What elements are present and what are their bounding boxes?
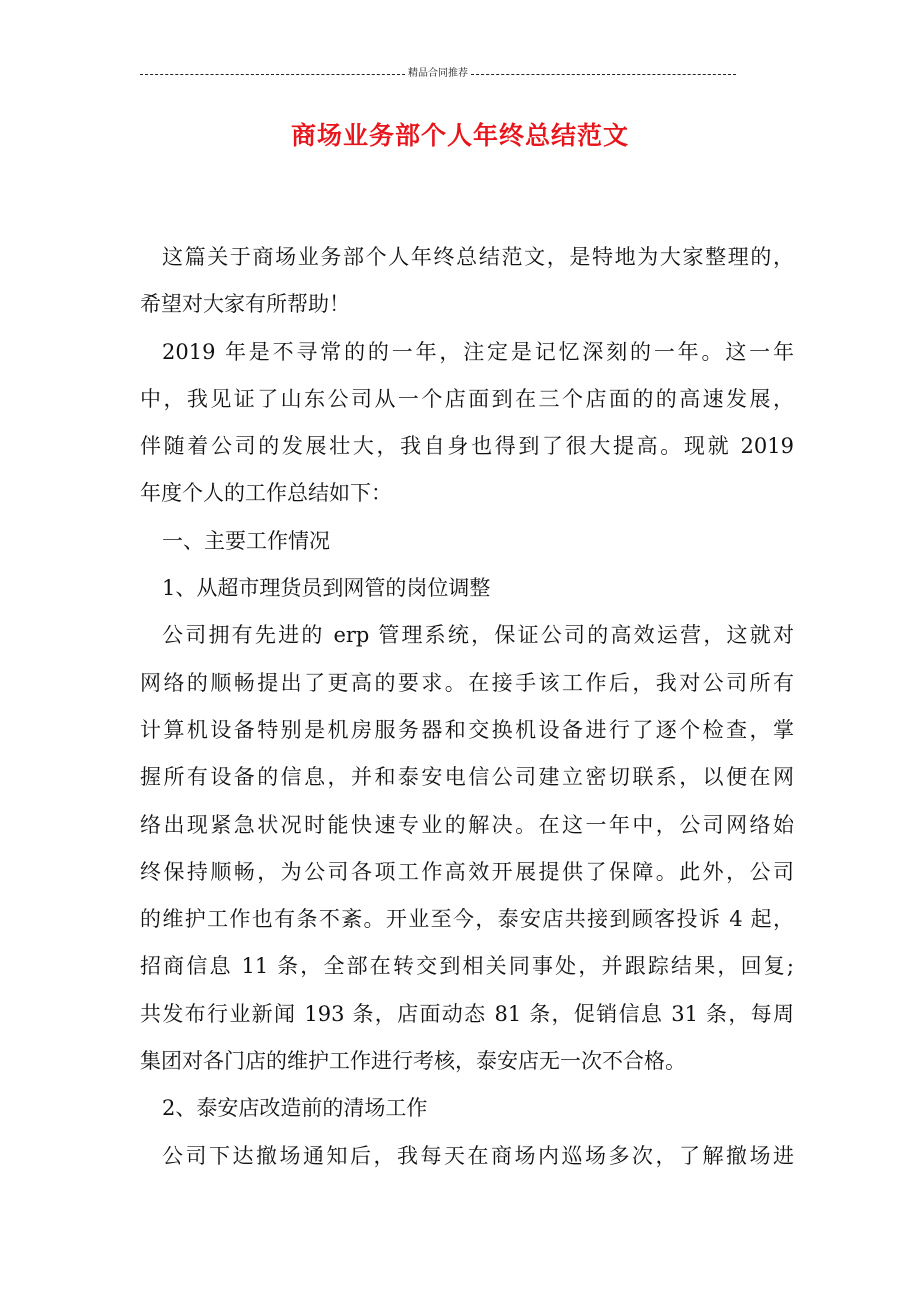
text-line: 集团对各门店的维护工作进行考核，泰安店无一次不合格。 [140,1049,686,1074]
text-line: 的维护工作也有条不紊。开业至今，泰安店共接到顾客投诉 4 起， [140,907,794,932]
text-line: 握所有设备的信息，并和泰安电信公司建立密切联系，以便在网 [140,765,794,790]
document-body [140,234,794,1180]
header-label: 精品合同推荐 [408,68,468,79]
text-line: 终保持顺畅，为公司各项工作高效开展提供了保障。此外，公司 [140,859,794,884]
text-line: 这篇关于商场业务部个人年终总结范文，是特地为大家整理的， [162,245,794,269]
header-dash-left [140,74,405,75]
text-line: 公司拥有先进的 erp 管理系统，保证公司的高效运营，这就对 [162,623,794,648]
text-line: 2019 年是不寻常的的一年，注定是记忆深刻的一年。这一年 [162,339,794,364]
text-line: 伴随着公司的发展壮大，我自身也得到了很大提高。现就 2019 [140,434,794,459]
text-line: 公司下达撤场通知后，我每天在商场内巡场多次，了解撤场进 [162,1143,794,1168]
text-line: 络出现紧急状况时能快速专业的解决。在这一年中，公司网络始 [140,812,794,837]
text-line: 网络的顺畅提出了更高的要求。在接手该工作后，我对公司所有 [140,670,794,695]
text-line: 共发布行业新闻 193 条，店面动态 81 条，促销信息 31 条，每周 [140,1001,794,1026]
text-line: 1、从超市理货员到网管的岗位调整 [162,576,491,601]
text-line: 计算机设备特别是机房服务器和交换机设备进行了逐个检查，掌 [140,717,794,742]
header-dash-right [471,74,736,75]
text-line: 招商信息 11 条，全部在转交到相关同事处，并跟踪结果，回复; [140,954,794,979]
text-line: 年度个人的工作总结如下： [140,481,392,506]
page-header [140,67,736,81]
text-line: 2、泰安店改造前的清场工作 [162,1096,428,1121]
text-line: 一、主要工作情况 [162,528,330,553]
document-title: 商场业务部个人年终总结范文 [290,121,629,150]
text-line: 中，我见证了山东公司从一个店面到在三个店面的的高速发展， [140,386,794,411]
text-line: 希望对大家有所帮助！ [140,292,350,317]
